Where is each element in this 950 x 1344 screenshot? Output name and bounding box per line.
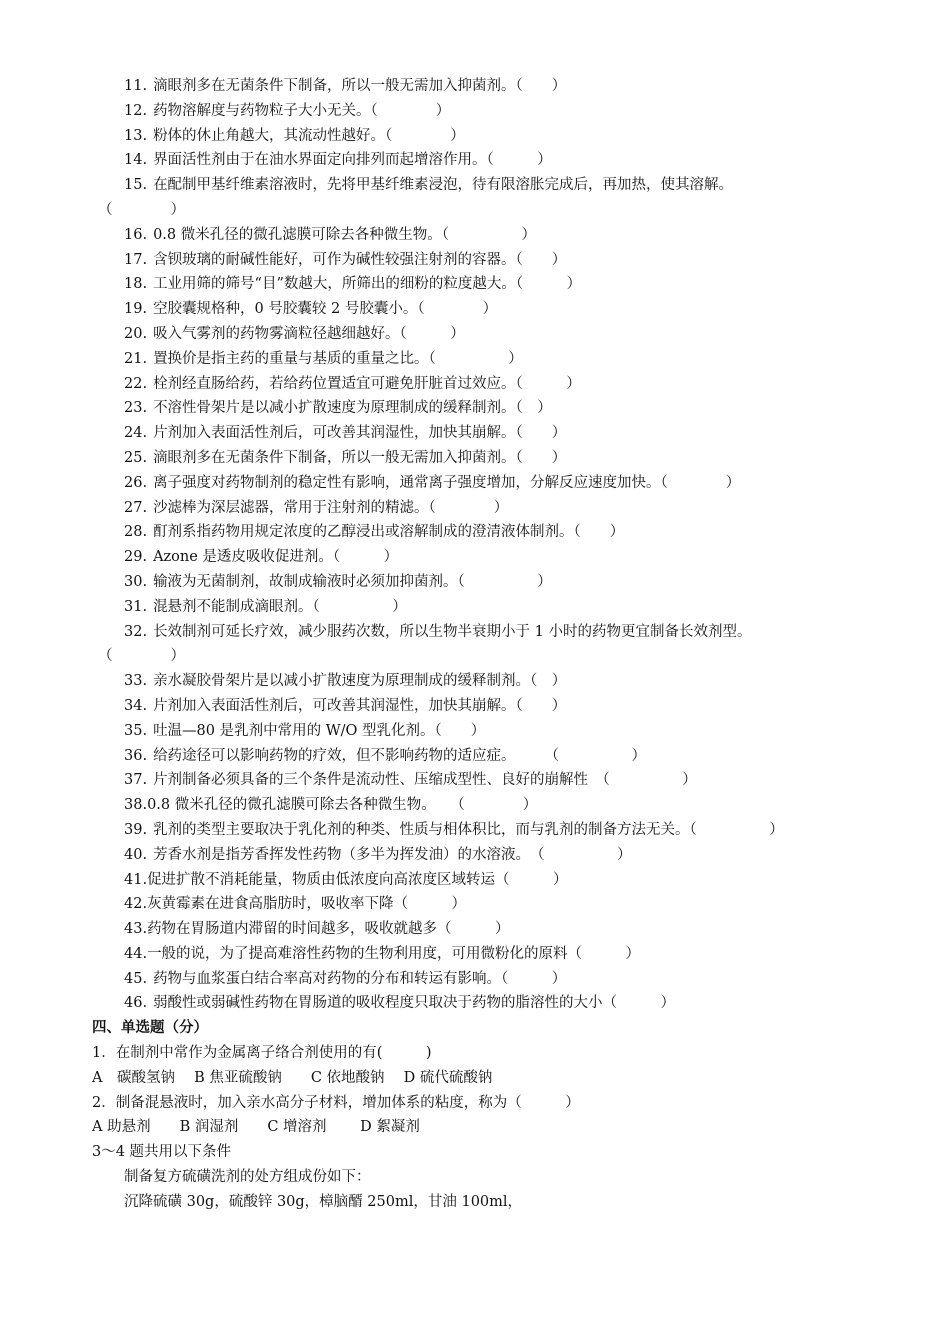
question-number: 17. <box>124 251 148 268</box>
true-false-question <box>92 744 872 769</box>
question-text: 吐温—80 是乳剂中常用的 W/O 型乳化剂。（ ） <box>153 722 486 739</box>
true-false-question <box>92 843 872 868</box>
prescription-items: 沉降硫磺 30g，硫酸锌 30g，樟脑醑 250ml，甘油 100ml， <box>124 1193 523 1210</box>
question-text: 置换价是指主药的重量与基质的重量之比。（ ） <box>153 350 523 367</box>
true-false-question <box>92 868 872 893</box>
true-false-question <box>92 719 872 744</box>
true-false-question <box>92 892 872 917</box>
question-text: 0.8 微米孔径的微孔滤膜可除去各种微生物。（ ） <box>153 226 536 243</box>
question-text: 在配制甲基纤维素溶液时，先将甲基纤维素浸泡，待有限溶胀完成后，再加热，使其溶解。 <box>153 177 734 194</box>
true-false-question <box>92 942 872 967</box>
question-number: 18. <box>124 276 148 293</box>
question-number: 28. <box>124 524 148 541</box>
question-number: 25. <box>124 449 148 466</box>
mcq-options: A 碳酸氢钠 B 焦亚硫酸钠 C 依地酸钠 D 硫代硫酸钠 <box>92 1069 493 1086</box>
question-number: 43. <box>124 921 148 938</box>
question-text: 混悬剂不能制成滴眼剂。（ ） <box>153 598 407 615</box>
question-number: 23. <box>124 400 148 417</box>
prescription-intro: 制备复方硫磺洗剂的处方组成份如下： <box>124 1169 371 1186</box>
true-false-question <box>92 322 872 347</box>
question-text: 片剂制备必须具备的三个条件是流动性、压缩成型性、良好的崩解性 （ ） <box>153 772 697 789</box>
question-number: 30. <box>124 573 148 590</box>
question-number: 45. <box>124 970 148 987</box>
question-text: 滴眼剂多在无菌条件下制备，所以一般无需加入抑菌剂。（ ） <box>153 78 567 94</box>
question-text: 吸入气雾剂的药物雾滴粒径越细越好。（ ） <box>153 325 465 342</box>
question-number: 35. <box>124 722 148 739</box>
question-number: 12. <box>124 102 148 119</box>
question-text: 酊剂系指药物用规定浓度的乙醇浸出或溶解制成的澄清液体制剂。（ ） <box>153 524 625 541</box>
document-body <box>92 74 872 1215</box>
true-false-question <box>92 421 872 446</box>
question-text: 药物溶解度与药物粒子大小无关。（ ） <box>153 102 451 119</box>
true-false-question <box>92 570 872 595</box>
question-number: 11. <box>124 78 148 94</box>
question-text: 亲水凝胶骨架片是以减小扩散速度为原理制成的缓释制剂。（ ） <box>153 673 567 690</box>
true-false-question-list <box>92 74 872 1016</box>
question-number: 20. <box>124 325 148 342</box>
question-number: 34. <box>124 697 148 714</box>
question-number: 14. <box>124 152 148 169</box>
true-false-question <box>92 248 872 273</box>
question-text: 片剂加入表面活性剂后，可改善其润湿性，加快其崩解。（ ） <box>153 697 567 714</box>
true-false-question <box>92 124 872 149</box>
true-false-question <box>92 446 872 471</box>
question-text: 粉体的休止角越大，其流动性越好。（ ） <box>153 127 465 144</box>
true-false-question <box>92 595 872 620</box>
true-false-question <box>92 173 872 198</box>
question-number: 41. <box>124 871 148 888</box>
question-number: 13. <box>124 127 148 144</box>
true-false-question <box>92 917 872 942</box>
true-false-question <box>92 272 872 297</box>
true-false-question <box>92 545 872 570</box>
true-false-question <box>92 347 872 372</box>
true-false-question <box>92 74 872 99</box>
true-false-question <box>92 694 872 719</box>
question-text: 离子强度对药物制剂的稳定性有影响，通常离子强度增加，分解反应速度加快。（ ） <box>153 474 741 491</box>
question-text: 界面活性剂由于在油水界面定向排列而起增溶作用。（ ） <box>153 152 552 169</box>
true-false-question <box>92 148 872 173</box>
question-number: 46. <box>124 995 148 1012</box>
question-text: 输液为无菌制剂，故制成输液时必须加抑菌剂。（ ） <box>153 573 552 590</box>
true-false-question <box>92 991 872 1016</box>
question-number: 16. <box>124 226 148 243</box>
question-text: 滴眼剂多在无菌条件下制备，所以一般无需加入抑菌剂。（ ） <box>153 449 567 466</box>
question-text: 空胶囊规格种，0 号胶囊较 2 号胶囊小。（ ） <box>153 301 498 318</box>
true-false-question <box>92 99 872 124</box>
true-false-question <box>92 793 872 818</box>
question-text: 长效制剂可延长疗效，减少服药次数，所以生物半衰期小于 1 小时的药物更宜制备长效剂型。 <box>153 623 752 640</box>
mcq-options: A 助悬剂 B 润湿剂 C 增溶剂 D 絮凝剂 <box>92 1119 420 1136</box>
question-number: 21. <box>124 350 148 367</box>
question-text: 含钡玻璃的耐碱性能好，可作为碱性较强注射剂的容器。（ ） <box>153 251 567 268</box>
question-number: 40. <box>124 846 148 863</box>
question-text: 工业用筛的筛号“目”数越大，所筛出的细粉的粒度越大。（ ） <box>153 276 582 293</box>
question-number: 15. <box>124 177 148 194</box>
question-number: 37. <box>124 772 148 789</box>
true-false-question <box>92 496 872 521</box>
question-number: 32. <box>124 623 148 640</box>
true-false-question <box>92 471 872 496</box>
question-text: 乳剂的类型主要取决于乳化剂的种类、性质与相体积比，而与乳剂的制备方法无关。（ ） <box>153 821 784 838</box>
true-false-question <box>92 396 872 421</box>
mcq-stem: 2．制备混悬液时，加入亲水高分子材料，增加体系的粘度，称为（ ） <box>92 1094 580 1111</box>
question-number: 36. <box>124 747 148 764</box>
true-false-question <box>92 818 872 843</box>
question-text: 灰黄霉素在进食高脂肪时，吸收率下降（ ） <box>147 896 467 913</box>
true-false-question <box>92 297 872 322</box>
question-number: 31. <box>124 598 148 615</box>
question-text: 促进扩散不消耗能量，物质由低浓度向高浓度区域转运（ ） <box>147 871 568 888</box>
question-text: 芳香水剂是指芳香挥发性药物（多半为挥发油）的水溶液。 （ ） <box>153 846 632 863</box>
question-number: 33. <box>124 673 148 690</box>
question-number: 44. <box>124 945 148 962</box>
true-false-question <box>92 967 872 992</box>
question-number: 19. <box>124 301 148 318</box>
question-text: 沙滤棒为深层滤器，常用于注射剂的精滤。（ ） <box>153 499 509 516</box>
question-number: 24. <box>124 425 148 442</box>
mcq-stem: 1．在制剂中常作为金属离子络合剂使用的有( ) <box>92 1045 432 1062</box>
question-text: 弱酸性或弱碱性药物在胃肠道的吸收程度只取决于药物的脂溶性的大小（ ） <box>153 995 676 1012</box>
question-text: 0.8 微米孔径的微孔滤膜可除去各种微生物。 （ ） <box>147 797 538 814</box>
question-text: 片剂加入表面活性剂后，可改善其润湿性，加快其崩解。（ ） <box>153 425 567 442</box>
true-false-question <box>92 223 872 248</box>
question-number: 38. <box>124 797 148 814</box>
question-number: 27. <box>124 499 148 516</box>
question-text: 给药途径可以影响药物的疗效，但不影响药物的适应症。 （ ） <box>153 747 647 764</box>
true-false-question <box>92 768 872 793</box>
question-text: Azone 是透皮吸收促进剂。（ ） <box>153 549 399 566</box>
question-text: 药物在胃肠道内滞留的时间越多，吸收就越多（ ） <box>147 921 510 938</box>
true-false-question <box>92 372 872 397</box>
section-heading: 四、单选题（分） <box>92 1020 208 1037</box>
question-number: 29. <box>124 549 148 566</box>
shared-condition-label: 3～4 题共用以下条件 <box>92 1144 232 1161</box>
mcq-question-2 <box>92 1091 872 1141</box>
question-number: 39. <box>124 821 148 838</box>
question-text: 一般的说，为了提高难溶性药物的生物利用度，可用微粉化的原料（ ） <box>147 945 641 962</box>
true-false-question <box>92 669 872 694</box>
question-number: 22. <box>124 375 148 392</box>
question-number: 42. <box>124 896 148 913</box>
true-false-question <box>92 520 872 545</box>
question-number: 26. <box>124 474 148 491</box>
answer-blank-continuation: （ ） <box>98 648 185 665</box>
true-false-question <box>92 620 872 645</box>
question-text: 药物与血浆蛋白结合率高对药物的分布和转运有影响。（ ） <box>153 970 567 987</box>
answer-blank-continuation: （ ） <box>98 201 185 218</box>
question-text: 不溶性骨架片是以减小扩散速度为原理制成的缓释制剂。（ ） <box>153 400 552 417</box>
question-text: 栓剂经直肠给药，若给药位置适宜可避免肝脏首过效应。（ ） <box>153 375 581 392</box>
mcq-question-1 <box>92 1041 872 1091</box>
